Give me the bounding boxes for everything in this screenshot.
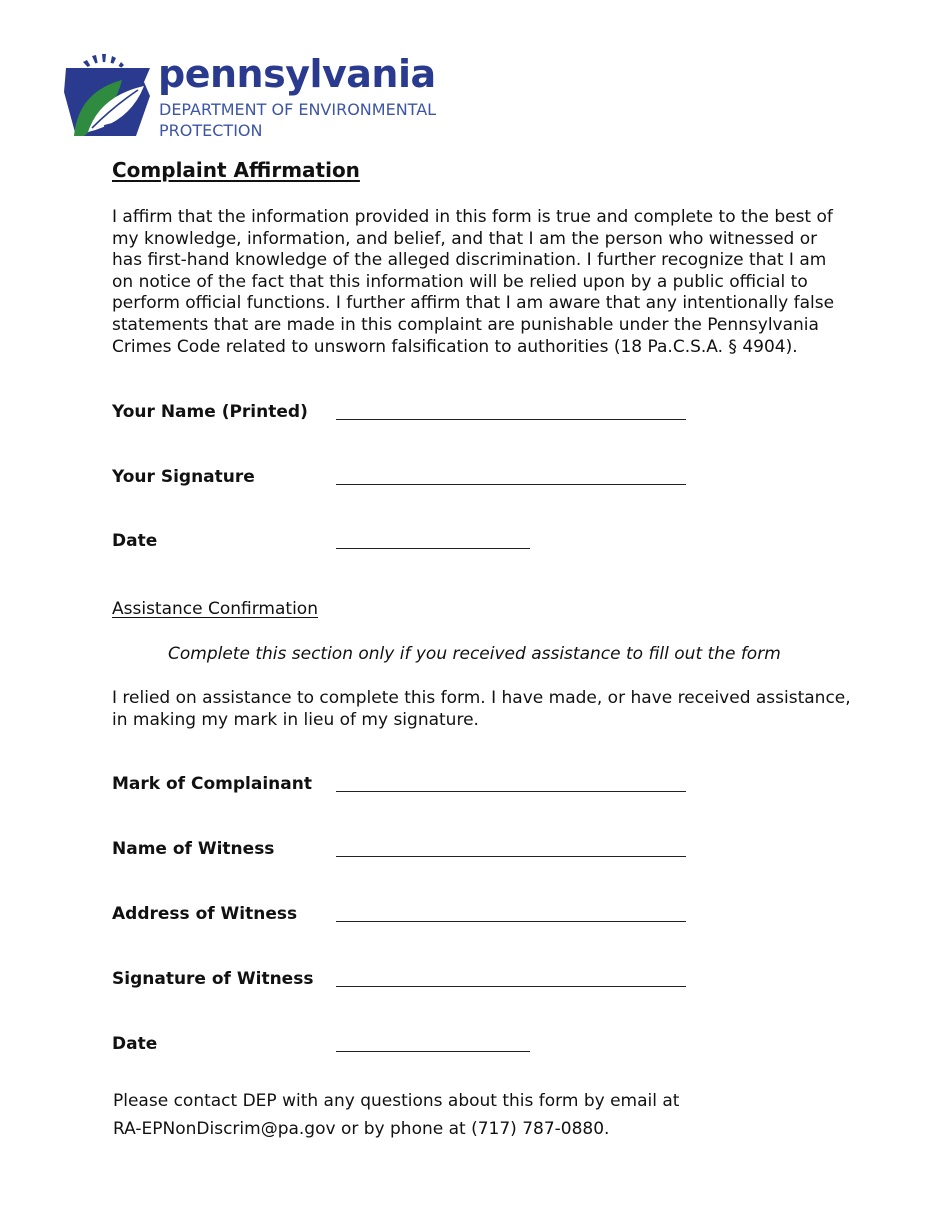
name-printed-label: Your Name (Printed) bbox=[112, 402, 308, 422]
witness-date-label: Date bbox=[112, 1034, 158, 1054]
contact-footer bbox=[113, 1087, 679, 1143]
assistance-paragraph: I relied on assistance to complete this form. I have made, or have received assistance, in making my mark in lieu of my signature. bbox=[112, 688, 851, 730]
witness-address-line[interactable] bbox=[336, 921, 686, 922]
contact-line1: Please contact DEP with any questions about this form by email at bbox=[113, 1091, 680, 1111]
assistance-section-title: Assistance Confirmation bbox=[112, 599, 318, 619]
date-label: Date bbox=[112, 531, 158, 551]
date-line[interactable] bbox=[336, 548, 530, 549]
logo-department-line1: DEPARTMENT OF ENVIRONMENTAL bbox=[159, 100, 437, 119]
signature-line[interactable] bbox=[336, 484, 686, 485]
logo-department bbox=[159, 99, 479, 141]
witness-address-label: Address of Witness bbox=[112, 904, 298, 924]
witness-signature-label: Signature of Witness bbox=[112, 969, 314, 989]
logo-department-line2: PROTECTION bbox=[159, 121, 263, 140]
assistance-instruction: Complete this section only if you received assistance to fill out the form bbox=[168, 644, 781, 664]
contact-line2: RA-EPNonDiscrim@pa.gov or by phone at (717) 787-0880. bbox=[113, 1119, 610, 1139]
witness-name-line[interactable] bbox=[336, 856, 686, 857]
signature-label: Your Signature bbox=[112, 467, 255, 487]
mark-of-complainant-line[interactable] bbox=[336, 791, 686, 792]
pa-dep-logo bbox=[64, 52, 464, 142]
witness-signature-line[interactable] bbox=[336, 986, 686, 987]
name-printed-line[interactable] bbox=[336, 419, 686, 420]
logo-wordmark: pennsylvania bbox=[158, 52, 436, 96]
keystone-logo-icon bbox=[64, 52, 154, 138]
witness-date-line[interactable] bbox=[336, 1051, 530, 1052]
witness-name-label: Name of Witness bbox=[112, 839, 275, 859]
affirmation-paragraph: I affirm that the information provided in this form is true and complete to the best of my knowledge, information, and belief, and that I am the person who witnessed or has first-hand knowledge of the alleged discrimination. I further recognize that I am on notice of the fact that this information will be relied upon by a public official to perform official functions. I further affirm that I am aware that any intentionally false statements that are made in this complaint are punishable under the Pennsylvania Crimes Code related to unsworn falsification to authorities (18 Pa.C.S.A. § 4904). bbox=[112, 207, 835, 357]
mark-of-complainant-label: Mark of Complainant bbox=[112, 774, 312, 794]
page-title: Complaint Affirmation bbox=[112, 158, 360, 182]
